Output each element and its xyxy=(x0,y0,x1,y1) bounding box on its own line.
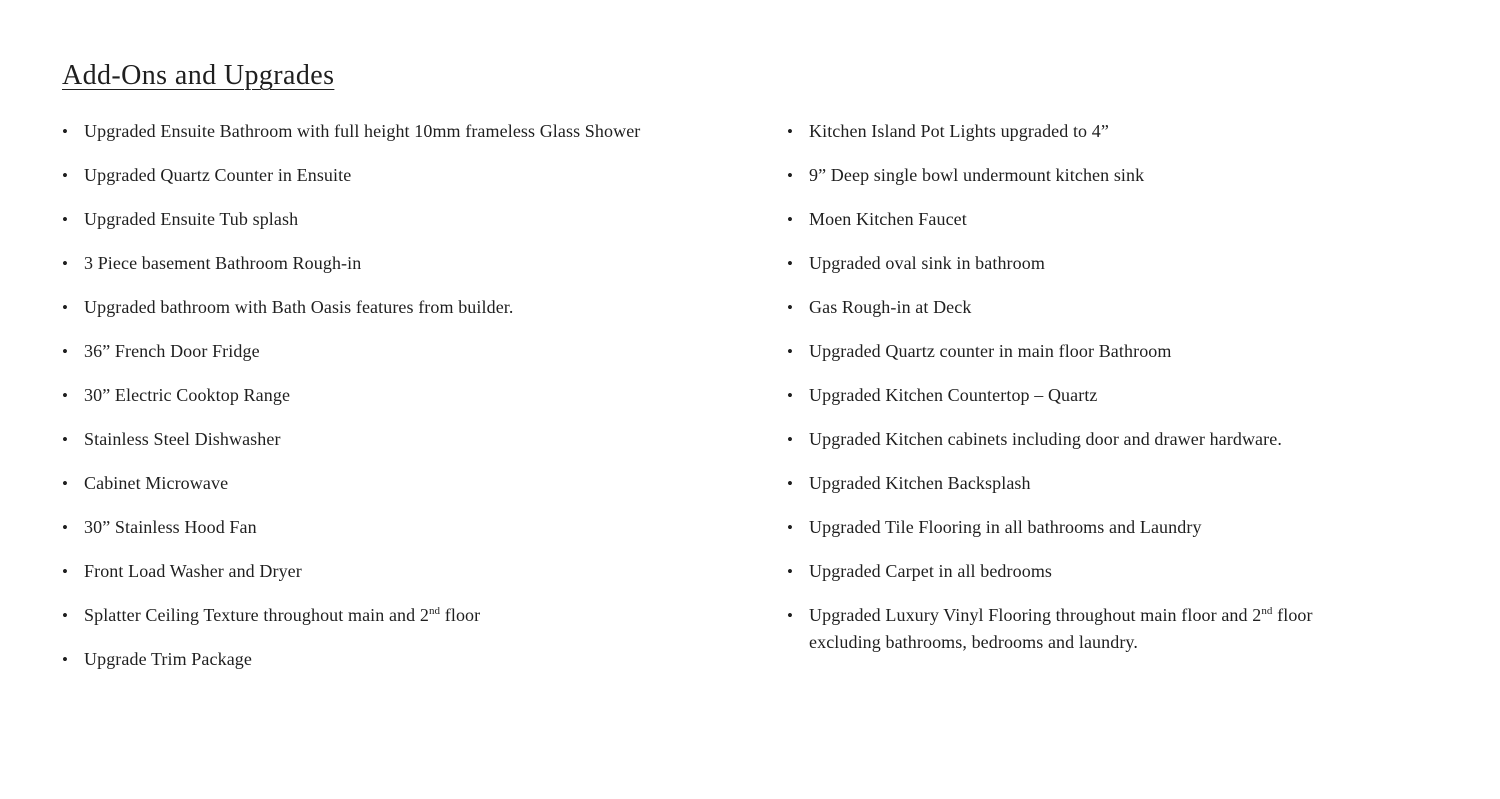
list-item-text xyxy=(809,602,1387,656)
bullet-icon: • xyxy=(787,474,794,493)
bullet-icon: • xyxy=(62,122,69,141)
list-item-text: 36” French Door Fridge xyxy=(84,341,260,361)
list-item-text: Upgraded Quartz Counter in Ensuite xyxy=(84,165,352,185)
list-item xyxy=(62,206,787,233)
list-item xyxy=(787,514,1387,541)
list-item-text: Upgraded Kitchen Backsplash xyxy=(809,473,1031,493)
list-item xyxy=(787,602,1387,656)
ordinal-superscript: nd xyxy=(1261,605,1273,617)
list-item-text-pre: Upgraded Luxury Vinyl Flooring throughout main floor and 2 xyxy=(809,605,1262,625)
bullet-list-left xyxy=(62,118,787,690)
list-item-text-pre: Splatter Ceiling Texture throughout main and 2 xyxy=(84,605,429,625)
list-item xyxy=(62,514,787,541)
list-item-text: Gas Rough-in at Deck xyxy=(809,297,972,317)
list-item xyxy=(62,294,787,321)
bullet-icon: • xyxy=(62,342,69,361)
bullet-icon: • xyxy=(62,430,69,449)
list-item-text: Upgrade Trim Package xyxy=(84,649,252,669)
bullet-icon: • xyxy=(787,562,794,581)
list-item-text: Upgraded Ensuite Bathroom with full height 10mm frameless Glass Shower xyxy=(84,121,641,141)
bullet-icon: • xyxy=(62,210,69,229)
bullet-icon: • xyxy=(62,474,69,493)
list-item-text: Upgraded oval sink in bathroom xyxy=(809,253,1045,273)
list-item xyxy=(787,294,1387,321)
list-item xyxy=(787,558,1387,585)
list-item-text-post: floor excluding bathrooms, bedrooms and laundry. xyxy=(809,605,1313,652)
bullet-icon: • xyxy=(62,562,69,581)
list-item-text: 30” Stainless Hood Fan xyxy=(84,517,257,537)
list-item xyxy=(787,206,1387,233)
list-item xyxy=(62,118,787,145)
bullet-icon: • xyxy=(787,298,794,317)
list-item xyxy=(62,602,787,629)
bullet-icon: • xyxy=(62,254,69,273)
bullet-icon: • xyxy=(787,166,794,185)
bullet-icon: • xyxy=(787,122,794,141)
list-item-text: 30” Electric Cooktop Range xyxy=(84,385,291,405)
bullet-icon: • xyxy=(787,210,794,229)
list-item xyxy=(787,250,1387,277)
bullet-icon: • xyxy=(787,606,794,625)
list-item xyxy=(787,118,1387,145)
list-item xyxy=(62,250,787,277)
list-item-text: Upgraded Carpet in all bedrooms xyxy=(809,561,1053,581)
list-item xyxy=(787,470,1387,497)
bullet-icon: • xyxy=(787,430,794,449)
bullet-icon: • xyxy=(62,518,69,537)
list-item-text xyxy=(84,602,787,629)
list-item-text: Cabinet Microwave xyxy=(84,473,229,493)
bullet-icon: • xyxy=(787,518,794,537)
list-item xyxy=(787,338,1387,365)
list-item-text: Front Load Washer and Dryer xyxy=(84,561,302,581)
bullet-icon: • xyxy=(62,166,69,185)
list-item-text: Upgraded Tile Flooring in all bathrooms and Laundry xyxy=(809,517,1202,537)
ordinal-superscript: nd xyxy=(428,605,441,617)
two-column-layout xyxy=(62,118,1500,690)
list-item-text: 3 Piece basement Bathroom Rough-in xyxy=(84,253,362,273)
list-item-text: Upgraded Kitchen cabinets including door and drawer hardware. xyxy=(809,429,1282,449)
list-item xyxy=(62,426,787,453)
list-item xyxy=(787,162,1387,189)
list-item-text: Upgraded Ensuite Tub splash xyxy=(84,209,299,229)
bullet-icon: • xyxy=(62,650,69,669)
list-item-text: Upgraded Quartz counter in main floor Bathroom xyxy=(809,341,1172,361)
bullet-icon: • xyxy=(787,254,794,273)
list-item-text: Stainless Steel Dishwasher xyxy=(84,429,281,449)
list-item-text: Upgraded Kitchen Countertop – Quartz xyxy=(809,385,1098,405)
list-item xyxy=(62,382,787,409)
list-item-text: 9” Deep single bowl undermount kitchen sink xyxy=(809,165,1145,185)
bullet-icon: • xyxy=(787,342,794,361)
list-item-text-post: floor xyxy=(440,605,481,625)
list-item-text: Moen Kitchen Faucet xyxy=(809,209,967,229)
page-title: Add-Ons and Upgrades xyxy=(62,60,335,91)
list-item xyxy=(787,426,1387,453)
list-item xyxy=(62,162,787,189)
list-item xyxy=(62,338,787,365)
list-item xyxy=(62,646,787,673)
bullet-icon: • xyxy=(787,386,794,405)
list-item xyxy=(787,382,1387,409)
list-item-text: Kitchen Island Pot Lights upgraded to 4” xyxy=(809,121,1109,141)
bullet-icon: • xyxy=(62,606,69,625)
list-item-text: Upgraded bathroom with Bath Oasis features from builder. xyxy=(84,297,514,317)
list-item xyxy=(62,470,787,497)
bullet-list-right xyxy=(787,118,1387,673)
list-item xyxy=(62,558,787,585)
bullet-icon: • xyxy=(62,298,69,317)
bullet-icon: • xyxy=(62,386,69,405)
